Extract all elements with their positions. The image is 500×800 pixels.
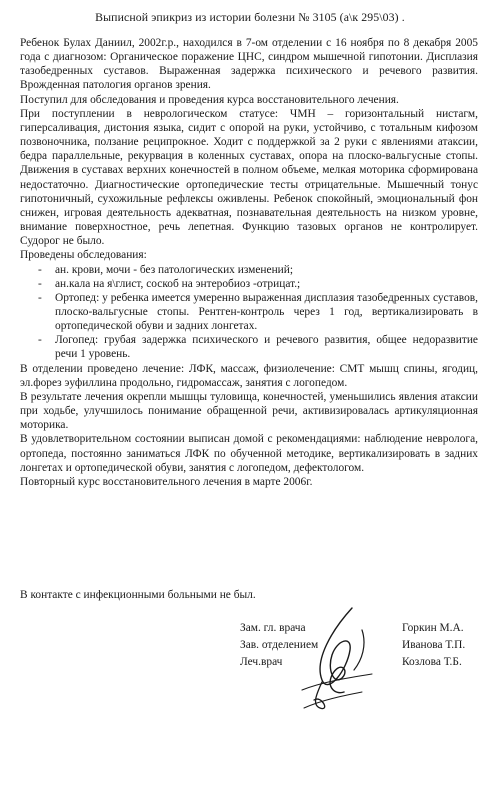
list-item-text: Ортопед: у ребенка имеется умеренно выраженная дисплазия тазобедренных суставов, плоско-вальгусные стопы. Рентген-контроль через 1 год, вертикализировать в ортопедической обуви и задних лонгетах. [55, 291, 478, 333]
list-dash: - [38, 263, 42, 276]
paragraph-discharge: В удовлетворительном состоянии выписан домой с рекомендациями: наблюдение невролога, ортопеда, постоянно заниматься ЛФК по обученной методике, вертикализировать в задних лонгетах и ортопедической обуви, занятия с логопедом, дефектологом. [20, 433, 478, 474]
paragraph-patient-info: Ребенок Булах Даниил, 2002г.р., находился в 7-ом отделении с 16 ноября по 8 декабря 2005 года с диагнозом: Органическое поражение ЦНС, синдром мышечной гипотонии. Дисплазия тазобедренных суставов. Выраженная задержка психического и речевого развития. Врожденная патология органов зрения. [20, 37, 478, 92]
list-dash: - [38, 334, 42, 347]
list-dash: - [38, 291, 42, 304]
paragraph-admission-purpose: Поступил для обследования и проведения курса восстановительного лечения. [20, 93, 399, 106]
document-title: Выписной эпикриз из истории болезни № 3105 (а\к 295\03) . [95, 10, 405, 24]
signature-role: Зав. отделением [240, 639, 319, 651]
exam-list [20, 263, 478, 362]
document-body [20, 36, 478, 489]
list-item-text: ан.кала на я\глист, соскоб на энтеробиоз -отрицат.; [55, 277, 301, 290]
list-item [20, 277, 478, 291]
paragraph-repeat-course: Повторный курс восстановительного лечения в марте 2006г. [20, 475, 313, 488]
signature-role: Зам. гл. врача [240, 622, 306, 634]
signature-row [240, 620, 480, 637]
signature-row [240, 654, 480, 671]
list-item [20, 291, 478, 333]
paragraph-neuro-status: При поступлении в неврологическом статусе: ЧМН – горизонтальный нистагм, гиперсаливация, дистония языка, сидит с опорой на руки, устойчиво, с тотальным кифозом позвоночника, ползание реципрокное. Ходит с поддержкой за 2 руки с явлениями атаксии, бедра параллельные, рекурвация в коленных суставах, опора на плоско-вальгусные стопы. Движения в суставах верхних конечностей в полном объеме, мелкая моторика сформирована недостаточно. Диагностические ортопедические тесты отрицательные. Мышечный тонус гипотоничный, сухожильные рефлексы оживлены. Ребенок спокойный, эмоциональный фон снижен, игровая деятельность адекватная, познавательная деятельность на низком уровне, внимание поверхностное, речь лепетная. Функцию тазовых органов не контролирует. Судорог не было. [20, 107, 478, 248]
signature-row [240, 637, 480, 654]
list-item-text: ан. крови, мочи - без патологических изменений; [55, 263, 294, 276]
signature-name: Иванова Т.П. [402, 639, 466, 651]
signature-name: Козлова Т.Б. [402, 656, 462, 668]
paragraph-treatment: В отделении проведено лечение: ЛФК, массаж, физиолечение: СМТ мышц спины, ягодиц, эл.форез эуфиллина продольно, гидромассаж, занятия с логопедом. [20, 362, 478, 389]
signature-block [240, 620, 480, 671]
signature-name: Горкин М.А. [402, 622, 464, 634]
signature-role: Леч.врач [240, 656, 283, 668]
list-dash: - [38, 277, 42, 290]
list-item-text: Логопед: грубая задержка психического и речевого развития, общее недоразвитие речи 1 уровень. [55, 334, 478, 361]
list-item [20, 333, 478, 361]
infection-contact-note: В контакте с инфекционными больными не был. [20, 589, 256, 601]
paragraph-exams-heading: Проведены обследования: [20, 249, 147, 262]
paragraph-results: В результате лечения окрепли мышцы туловища, конечностей, уменьшились явления атаксии при ходьбе, улучшилось понимание обращенной речи, активизировалась артикуляционная моторика. [20, 390, 478, 432]
list-item [20, 263, 478, 277]
